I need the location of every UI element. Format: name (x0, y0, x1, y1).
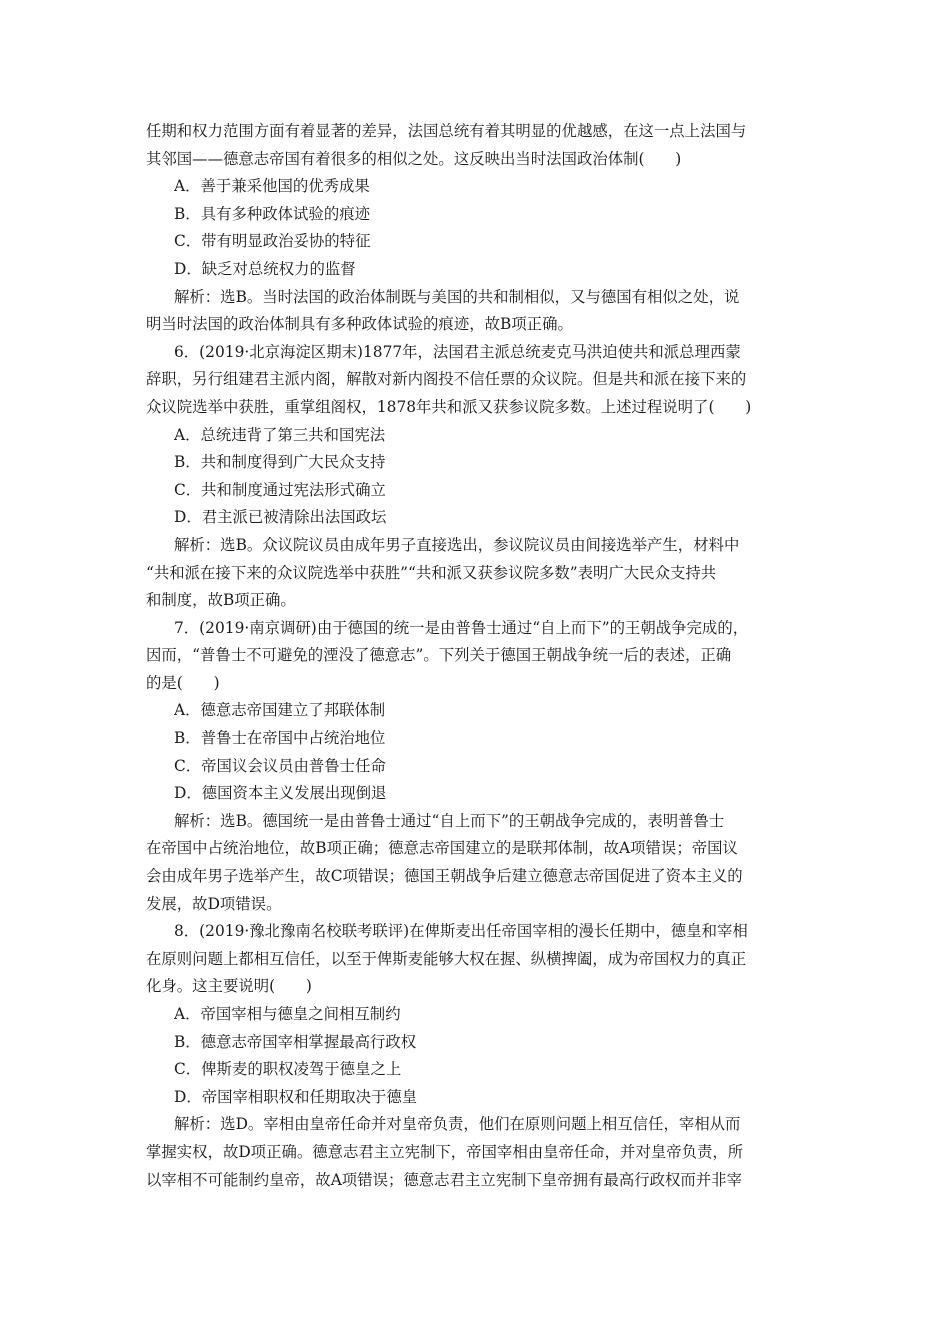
question-6-stem (146, 339, 810, 422)
option-a: A．帝国宰相与德皇之间相互制约 (174, 1005, 401, 1023)
option-b: B．普鲁士在帝国中占统治地位 (174, 729, 386, 748)
text-line: 会由成年男子选举产生，故C项错误；德国王朝战争后建立德意志帝国促进了资本主义的 (146, 867, 743, 886)
text-line: 众议院选举中获胜，重掌组阁权，1878年共和派又获参议院多数。上述过程说明了( ) (146, 397, 752, 416)
text-line: 在帝国中占统治地位，故B项正确；德意志帝国建立的是联邦体制，故A项错误；帝国议 (146, 839, 738, 858)
text-line: 6．(2019·北京海淀区期末)1877年，法国君主派总统麦克马洪迫使共和派总理西蒙 (174, 342, 741, 361)
text-line: 解析：选B。众议院议员由成年男子直接选出，参议院议员由间接选举产生，材料中 (174, 535, 740, 554)
option-a: A．总统违背了第三共和国宪法 (174, 425, 386, 444)
question-8-stem (146, 918, 810, 1001)
text-line: 化身。这主要说明( ) (146, 977, 312, 996)
text-line: 其邻国——德意志帝国有着很多的相似之处。这反映出当时法国政治体制( ) (146, 149, 682, 168)
text-line: 解析：选D。宰相由皇帝任命并对皇帝负责，他们在原则问题上相互信任，宰相从而 (174, 1115, 741, 1134)
option-d: D．缺乏对总统权力的监督 (174, 259, 356, 278)
text-line: 任期和权力范围方面有着显著的差异，法国总统有着其明显的优越感，在这一点上法国与 (146, 122, 747, 140)
text-line: 和制度，故B项正确。 (146, 591, 296, 610)
question-6-analysis (146, 532, 810, 615)
question-7-stem (146, 615, 810, 698)
text-line: 7．(2019·南京调研)由于德国的统一是由普鲁士通过“自上而下”的王朝战争完成的， (174, 618, 749, 637)
text-line: 8．(2019·豫北豫南名校联考联评)在俾斯麦出任帝国宰相的漫长任期中，德皇和宰相 (174, 922, 748, 941)
text-line: 以宰相不可能制约皇帝，故A项错误；德意志君主立宪制下皇帝拥有最高行政权而并非宰 (146, 1170, 742, 1189)
option-d: D．帝国宰相职权和任期取决于德皇 (174, 1087, 418, 1106)
question-5-options (146, 173, 810, 283)
option-c: C．共和制度通过宪法形式确立 (174, 480, 386, 499)
option-d: D．君主派已被清除出法国政坛 (174, 508, 387, 527)
text-line: 解析：选B。德国统一是由普鲁士通过“自上而下”的王朝战争完成的，表明普鲁士 (174, 811, 725, 830)
question-6-options (146, 422, 810, 532)
question-7-analysis (146, 808, 810, 918)
question-5-stem-continued (146, 118, 810, 173)
text-line: 因而，“普鲁士不可避免的湮没了德意志”。下列关于德国王朝战争统一后的表述，正确 (146, 646, 732, 665)
option-c: C．带有明显政治妥协的特征 (174, 232, 371, 251)
text-line: 解析：选B。当时法国的政治体制既与美国的共和制相似，又与德国有相似之处，说 (174, 287, 740, 306)
text-line: 掌握实权，故D项正确。德意志君主立宪制下，帝国宰相由皇帝任命，并对皇帝负责，所 (146, 1142, 744, 1161)
text-line: “共和派在接下来的众议院选举中获胜”“共和派又获参议院多数”表明广大民众支持共 (146, 563, 717, 582)
text-line: 明当时法国的政治体制具有多种政体试验的痕迹，故B项正确。 (146, 315, 573, 334)
option-a: A．德意志帝国建立了邦联体制 (174, 701, 386, 720)
document-page (146, 118, 810, 1194)
question-8-analysis (146, 1111, 810, 1194)
option-b: B．具有多种政体试验的痕迹 (174, 204, 370, 223)
option-c: C．俾斯麦的职权凌驾于德皇之上 (174, 1060, 402, 1079)
option-d: D．德国资本主义发展出现倒退 (174, 784, 387, 803)
option-b: B．德意志帝国宰相掌握最高行政权 (174, 1032, 417, 1051)
option-c: C．帝国议会议员由普鲁士任命 (174, 756, 386, 775)
question-8-options (146, 1001, 810, 1111)
question-7-options (146, 697, 810, 807)
question-5-analysis (146, 284, 810, 339)
option-a: A．善于兼采他国的优秀成果 (174, 177, 370, 196)
option-b: B．共和制度得到广大民众支持 (174, 453, 386, 472)
text-line: 在原则问题上都相互信任，以至于俾斯麦能够大权在握、纵横捭阖，成为帝国权力的真正 (146, 949, 747, 968)
text-line: 发展，故D项错误。 (146, 894, 282, 913)
text-line: 辞职，另行组建君主派内阁，解散对新内阁投不信任票的众议院。但是共和派在接下来的 (146, 370, 747, 389)
text-line: 的是( ) (146, 673, 220, 692)
